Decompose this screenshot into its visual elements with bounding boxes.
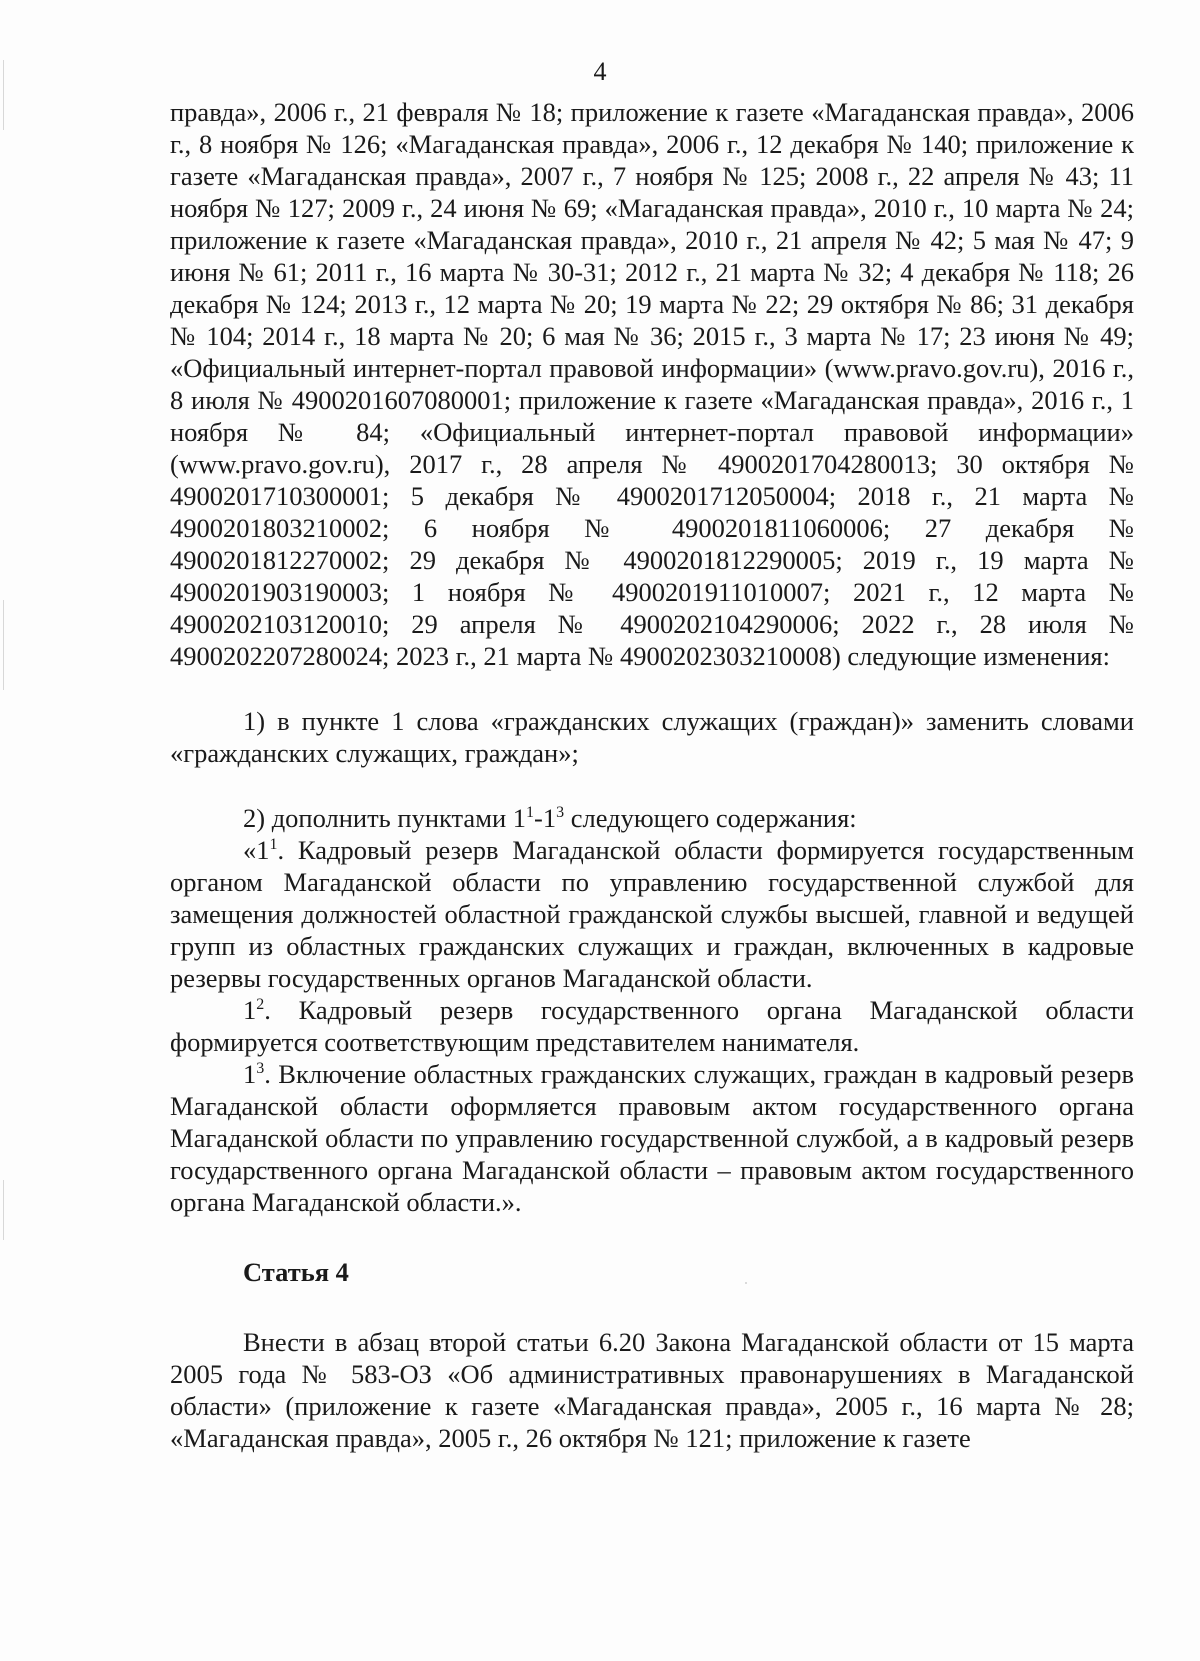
paragraph-article-4: Внести в абзац второй статьи 6.20 Закона Магаданской области от 15 марта 2005 года № 583-ОЗ «Об административных правонарушениях в Магаданской области» (приложение к газете «Магаданская правда», 2005 г., 16 марта № 28; «Магаданская правда», 2005 г., 26 октября № 121; приложение к газете xyxy=(170,1327,1134,1453)
paragraph-gap xyxy=(170,769,1134,802)
paragraph-gap xyxy=(170,1288,1134,1326)
paragraph-item-2: 2) дополнить пунктами $1^1-1^3$ следующего содержания: xyxy=(243,803,857,833)
paragraph-point-1-2: $1^2$. Кадровый резерв государственного органа Магаданской области формируется соответствующим представителем нанимателя. xyxy=(170,995,1134,1057)
article-heading: Статья 4 xyxy=(243,1257,349,1287)
document-body xyxy=(170,96,1134,1454)
paragraph-item-1: 1) в пункте 1 слова «гражданских служащих (граждан)» заменить словами «гражданских служащих, граждан»; xyxy=(170,706,1134,768)
paragraph-point-1-3: $1^3$. Включение областных гражданских служащих, граждан в кадровый резерв Магаданской области оформляется правовым актом государственного органа Магаданской области по управлению государственной службой, а в кадровый резерв государственного органа Магаданской области – правовым актом государственного органа Магаданской области.». xyxy=(170,1059,1134,1217)
scan-edge-mark xyxy=(3,600,4,690)
page-number: 4 xyxy=(593,57,607,86)
paragraph-gap xyxy=(170,672,1134,705)
paragraph-amendment-sources: правда», 2006 г., 21 февраля № 18; приложение к газете «Магаданская правда», 2006 г., 8 ноября № 126; «Магаданская правда», 2006 г., 12 декабря № 140; приложение к газете «Магаданская правда», 2007 г., 7 ноября № 125; 2008 г., 22 апреля № 43; 11 ноября № 127; 2009 г., 24 июня № 69; «Магаданская правда», 2010 г., 10 марта № 24; приложение к газете «Магаданская правда», 2010 г., 21 апреля № 42; 5 мая № 47; 9 июня № 61; 2011 г., 16 марта № 30-31; 2012 г., 21 марта № 32; 4 декабря № 118; 26 декабря № 124; 2013 г., 12 марта № 20; 19 марта № 22; 29 октября № 86; 31 декабря № 104; 2014 г., 18 марта № 20; 6 мая № 36; 2015 г., 3 марта № 17; 23 июня № 49; «Официальный интернет-портал правовой информации» (www.pravo.gov.ru), 2016 г., 8 июля № 4900201607080001; приложение к газете «Магаданская правда», 2016 г., 1 ноября № 84; «Официальный интернет-портал правовой информации» (www.pravo.gov.ru), 2017 г., 28 апреля № 4900201704280013; 30 октября № 4900201710300001; 5 декабря № 4900201712050004; 2018 г., 21 марта № 4900201803210002; 6 ноября № 4900201811060006; 27 декабря № 4900201812270002; 29 декабря № 4900201812290005; 2019 г., 19 марта № 4900201903190003; 1 ноября № 4900201911010007; 2021 г., 12 марта № 4900202103120010; 29 апреля № 4900202104290006; 2022 г., 28 июля № 4900202207280024; 2023 г., 21 марта № 4900202303210008) следующие изменения: xyxy=(170,97,1134,671)
scan-edge-mark xyxy=(3,1180,4,1240)
paragraph-point-1-1: «$1^1$. Кадровый резерв Магаданской области формируется государственным органом Магаданской области по управлению государственной службой для замещения должностей областной гражданской службы высшей, главной и ведущей групп из областных гражданских служащих и граждан, включенных в кадровые резервы государственных органов Магаданской области. xyxy=(170,835,1134,993)
paragraph-gap xyxy=(170,1218,1134,1256)
